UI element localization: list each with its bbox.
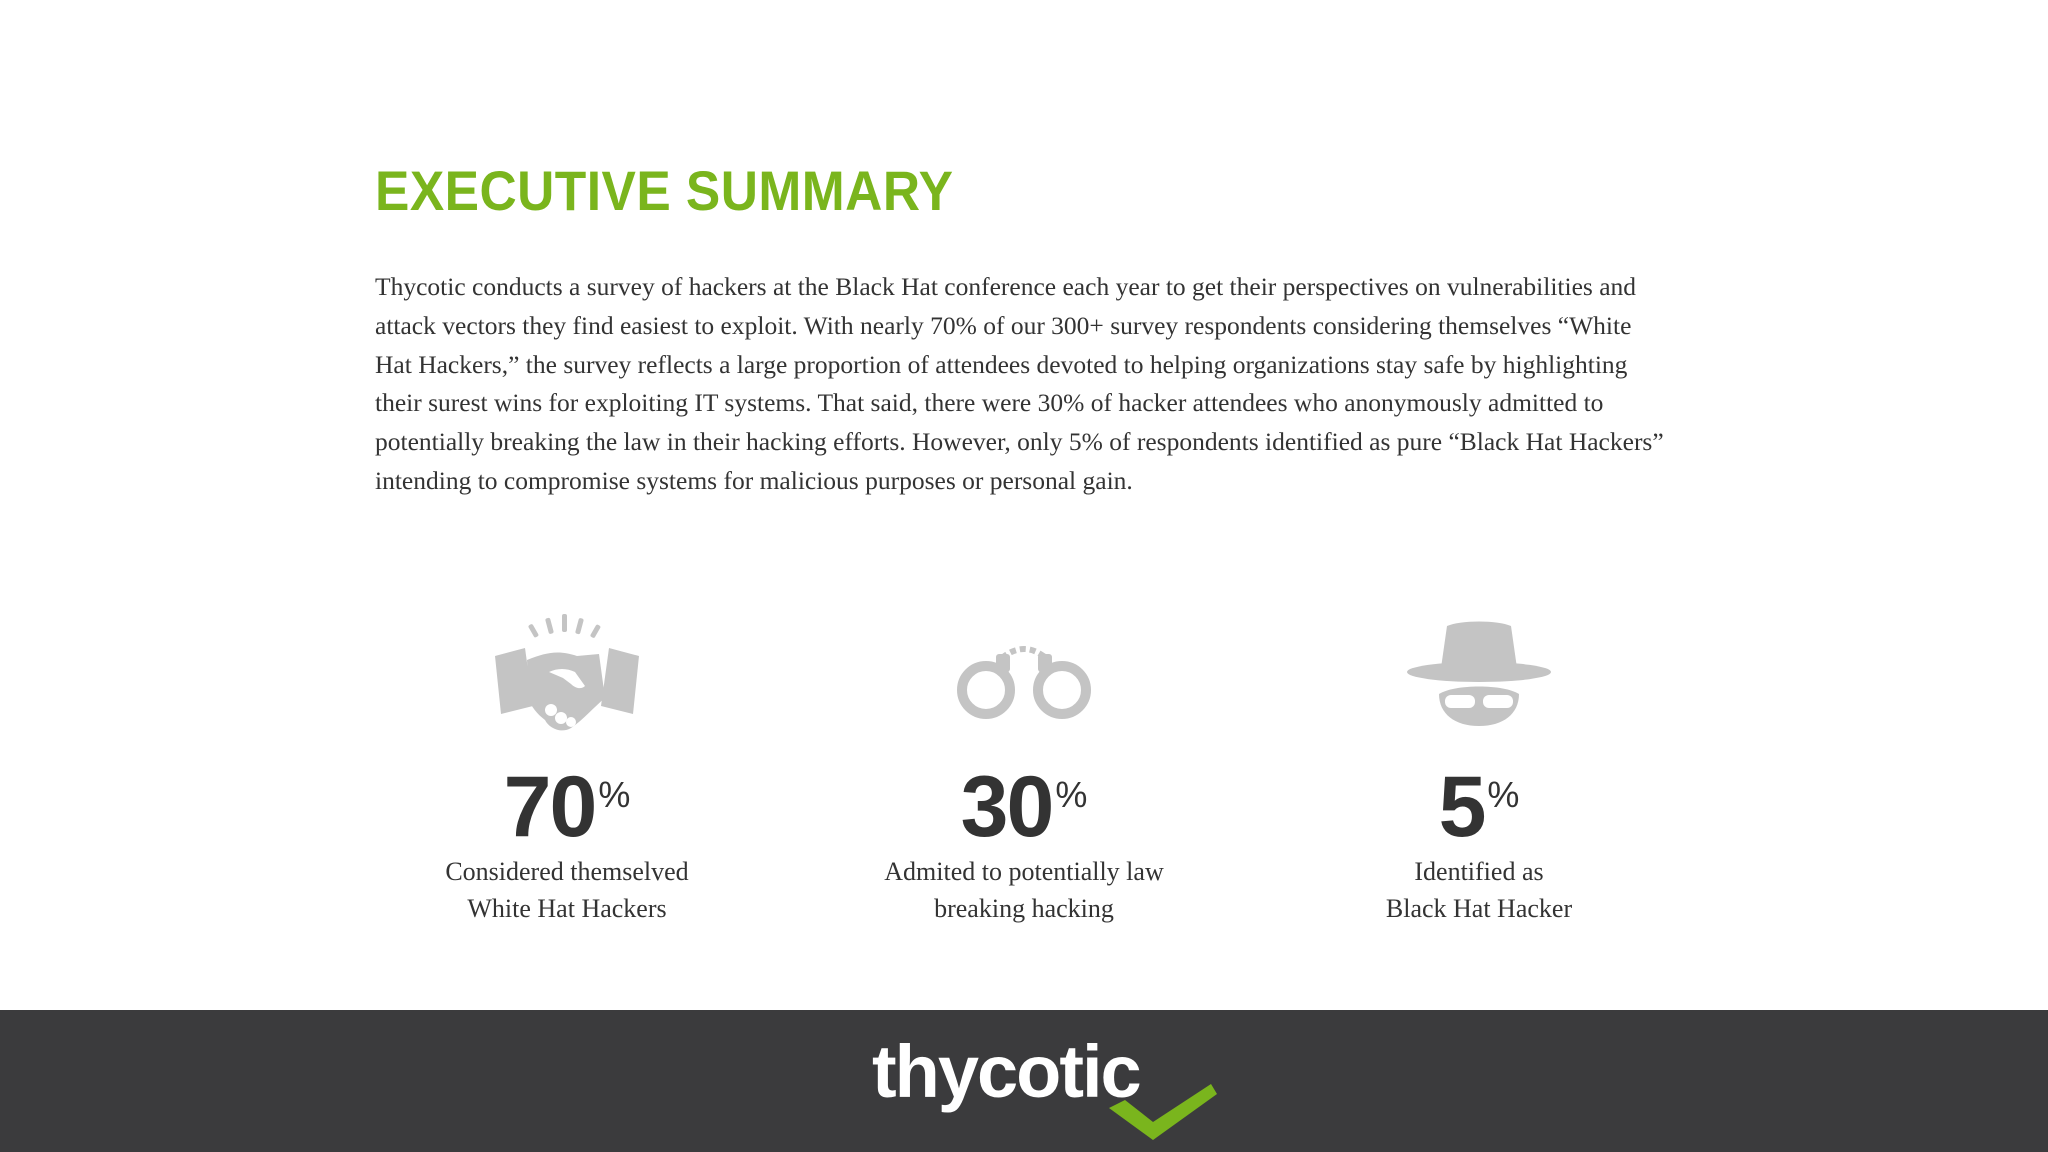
stat-label-line: White Hat Hackers [467,894,667,923]
spy-hat-icon [1399,610,1559,745]
stat-value: 70 [503,759,596,855]
thycotic-logo [872,1030,1222,1142]
stat-unit: % [1055,774,1088,815]
stat-value: 30 [960,759,1053,855]
handshake-icon [487,610,647,745]
handcuffs-icon [944,610,1104,745]
page-title: EXECUTIVE SUMMARY [375,159,954,222]
stat-label-line: Admited to potentially law [884,857,1164,886]
stat-value: 5 [1438,759,1485,855]
footer-bar [0,1010,2048,1152]
stat-unit: % [1487,774,1520,815]
stat-law-breaking [814,610,1234,927]
stat-label-line: Considered themselved [445,857,689,886]
stat-black-hat [1269,610,1689,927]
stat-white-hat [357,610,777,927]
logo-text: thycotic [872,1030,1140,1113]
stat-label-line: breaking hacking [934,894,1114,923]
stat-unit: % [598,774,631,815]
checkmark-icon [1107,1078,1219,1142]
stat-label-line: Black Hat Hacker [1385,894,1573,923]
stat-label-line: Identified as [1414,857,1544,886]
summary-paragraph: Thycotic conducts a survey of hackers at the Black Hat conference each year to get their perspectives on vulnerabilities and attack vectors they find easiest to exploit. With nearly 70% of our 300+ survey respondents considering themselves “White Hat Hackers,” the survey reflects a large proportion of attendees devoted to helping organizations stay safe by highlighting their surest wins for exploiting IT systems. That said, there were 30% of hacker attendees who anonymously admitted to potentially breaking the law in their hacking efforts. However, only 5% of respondents identified as pure “Black Hat Hackers” intending to compromise systems for malicious purposes or personal gain. [375,272,1664,495]
